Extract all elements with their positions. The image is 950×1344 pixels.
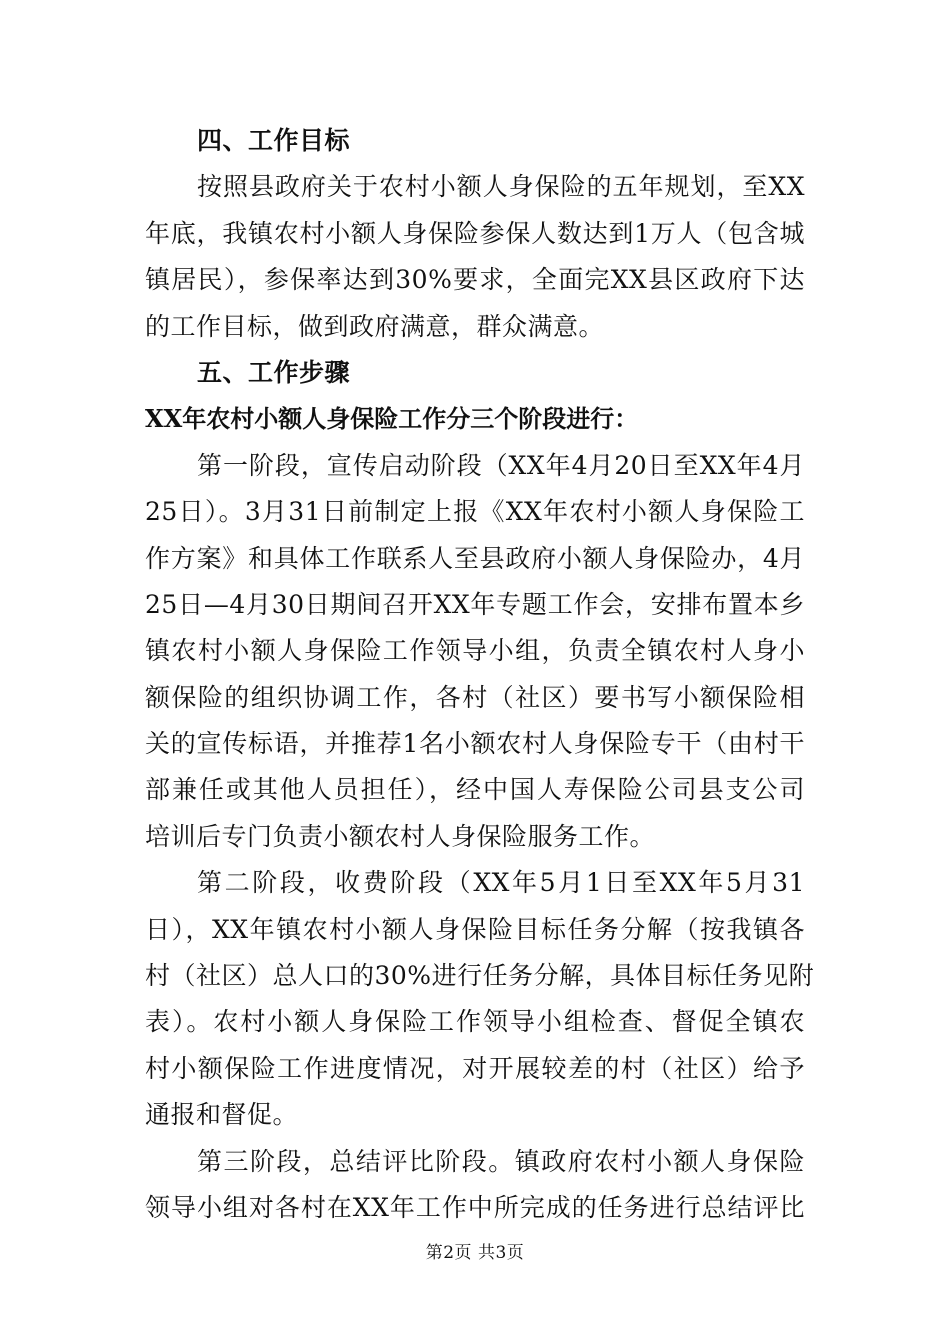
paragraph-stage-1	[145, 443, 805, 861]
paragraph-line: 额保险的组织协调工作，各村（社区）要书写小额保险相	[145, 682, 805, 712]
paragraph-line: 25日）。3月31日前制定上报《XX年农村小额人身保险工	[145, 497, 805, 527]
paragraph-line: 作方案》和具体工作联系人至县政府小额人身保险办，4月	[145, 543, 805, 573]
paragraph-line: 年底，我镇农村小额人身保险参保人数达到1万人（包含城	[145, 218, 805, 248]
paragraph-line: 部兼任或其他人员担任），经中国人寿保险公司县支公司	[145, 775, 805, 805]
paragraph-line: 表）。农村小额人身保险工作领导小组检查、督促全镇农	[145, 1007, 805, 1037]
steps-intro: XX年农村小额人身保险工作分三个阶段进行：	[145, 404, 639, 434]
paragraph-line: 按照县政府关于农村小额人身保险的五年规划，至XX	[197, 172, 805, 202]
section-heading-steps: 五、工作步骤	[197, 357, 351, 387]
paragraph-line: 培训后专门负责小额农村人身保险服务工作。	[145, 821, 656, 851]
paragraph-line: 第二阶段，收费阶段（XX年5月1日至XX年5月31	[197, 868, 805, 898]
paragraph-stage-2	[145, 860, 815, 1138]
paragraph-line: 日），XX年镇农村小额人身保险目标任务分解（按我镇各	[145, 914, 805, 944]
paragraph-line: 通报和督促。	[145, 1100, 299, 1130]
paragraph-line: 25日—4月30日期间召开XX年专题工作会，安排布置本乡	[145, 589, 805, 619]
paragraph-line: 第三阶段，总结评比阶段。镇政府农村小额人身保险	[197, 1146, 805, 1176]
paragraph-line: 关的宣传标语，并推荐1名小额农村人身保险专干（由村干	[145, 729, 805, 759]
paragraph-stage-3	[145, 1139, 805, 1232]
paragraph-line: 镇农村小额人身保险工作领导小组，负责全镇农村人身小	[145, 636, 805, 666]
paragraph-line: 的工作目标，做到政府满意，群众满意。	[145, 311, 605, 341]
section-heading-goals: 四、工作目标	[197, 126, 351, 155]
paragraph-goals	[145, 164, 805, 350]
paragraph-line: 领导小组对各村在XX年工作中所完成的任务进行总结评比	[145, 1192, 805, 1222]
paragraph-line: 村小额保险工作进度情况，对开展较差的村（社区）给予	[145, 1053, 805, 1083]
page-number-footer: 第2页 共3页	[425, 1243, 525, 1263]
document-body	[145, 118, 815, 1231]
paragraph-line: 镇居民），参保率达到30%要求，全面完XX县区政府下达	[145, 265, 805, 295]
paragraph-line: 第一阶段，宣传启动阶段（XX年4月20日至XX年4月	[197, 450, 805, 480]
paragraph-line: 村（社区）总人口的30%进行任务分解，具体目标任务见附	[145, 961, 815, 991]
